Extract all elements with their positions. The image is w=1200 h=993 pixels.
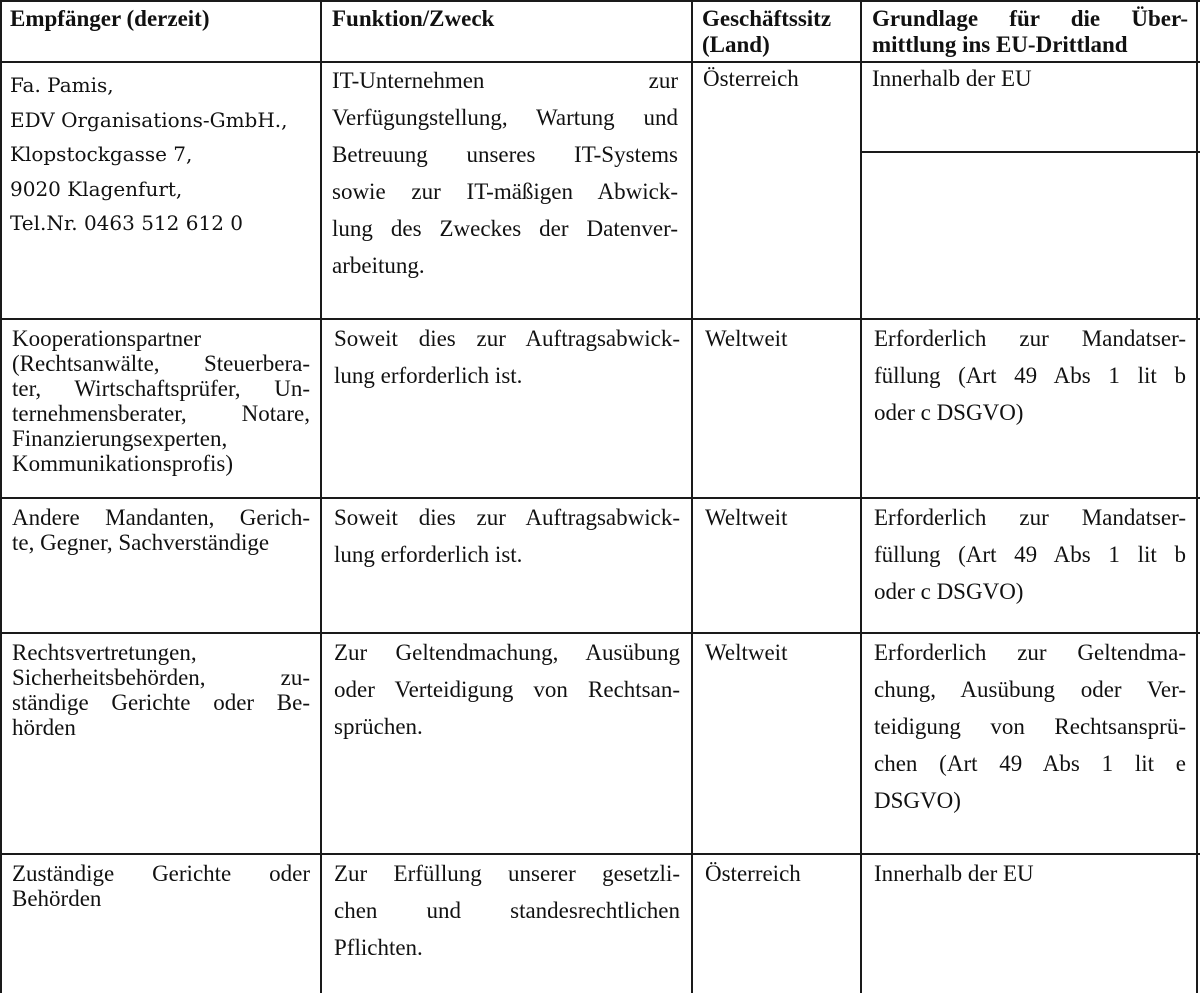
header-country-line: (Land): [702, 32, 770, 57]
col-border-1: [320, 0, 322, 993]
recipient-line: 9020 Klagenfurt,: [10, 176, 183, 201]
header-recipient: Empfänger (derzeit): [10, 6, 210, 31]
recipient-line: hörden: [12, 715, 76, 740]
row1-recipient: [10, 68, 310, 241]
col-border-right: [1196, 0, 1198, 993]
recipient-line: (Rechtsanwälte, Steuerbera-: [12, 351, 310, 376]
row3-recipient: [12, 505, 310, 555]
purpose-line: lung erforderlich ist.: [334, 542, 523, 567]
row3-basis: [874, 499, 1186, 610]
purpose-line: Soweit dies zur Auftragsabwick-: [334, 505, 680, 530]
row2-basis: [874, 320, 1186, 431]
basis-line: Erforderlich zur Geltendma-: [874, 640, 1186, 665]
row2-purpose: [334, 320, 680, 394]
basis-line: chung, Ausübung oder Ver-: [874, 677, 1186, 702]
recipient-line: Finanzierungsexperten,: [12, 426, 228, 451]
header-basis: [872, 6, 1188, 58]
basis-line: füllung (Art 49 Abs 1 lit b: [874, 542, 1186, 567]
row4-basis: [874, 634, 1186, 819]
recipient-line: Kooperationspartner: [12, 326, 202, 351]
purpose-line: IT-Unternehmen zur: [332, 68, 678, 93]
purpose-line: Zur Erfüllung unserer gesetzli-: [334, 861, 680, 886]
basis-line: Erforderlich zur Mandatser-: [874, 505, 1186, 530]
basis-line: teidigung von Rechtsansprü-: [874, 714, 1186, 739]
recipient-line: Rechtsvertretungen,: [12, 640, 197, 665]
basis-line: Innerhalb der EU: [872, 66, 1032, 91]
recipient-line: Sicherheitsbehörden, zu-: [12, 665, 310, 690]
recipient-line: ternehmensberater, Notare,: [12, 401, 310, 426]
purpose-line: Soweit dies zur Auftragsabwick-: [334, 326, 680, 351]
basis-line: Erforderlich zur Mandatser-: [874, 326, 1186, 351]
basis-line: DSGVO): [874, 788, 961, 813]
header-basis-line: mittlung ins EU-Drittland: [872, 32, 1128, 57]
col-border-2: [691, 0, 693, 993]
header-country-line: Geschäftssitz: [702, 6, 832, 31]
row4-purpose: [334, 634, 680, 745]
row4-country: Weltweit: [705, 640, 788, 665]
purpose-line: sowie zur IT-mäßigen Abwick-: [332, 179, 678, 204]
recipient-line: Andere Mandanten, Gerich-: [12, 505, 310, 530]
row1-basis-divider: [860, 151, 1200, 153]
purpose-line: sprüchen.: [334, 714, 423, 739]
header-purpose: Funktion/Zweck: [332, 6, 495, 31]
col-border-left: [0, 0, 2, 993]
basis-line: chen (Art 49 Abs 1 lit e: [874, 751, 1186, 776]
row3-country: Weltweit: [705, 505, 788, 530]
row1-purpose: [332, 62, 678, 284]
basis-line: füllung (Art 49 Abs 1 lit b: [874, 363, 1186, 388]
row3-purpose: [334, 499, 680, 573]
basis-line: oder c DSGVO): [874, 400, 1024, 425]
row4-recipient: [12, 640, 310, 740]
row5-country: Österreich: [705, 861, 801, 886]
recipient-line: Tel.Nr. 0463 512 612 0: [10, 211, 243, 235]
row2-recipient: [12, 326, 310, 476]
header-country: [702, 6, 857, 58]
row5-basis: [874, 861, 1186, 886]
recipient-line: Zuständige Gerichte oder: [12, 861, 310, 886]
recipient-line: EDV Organisations-GmbH.,: [10, 107, 288, 132]
purpose-line: Zur Geltendmachung, Ausübung: [334, 640, 680, 665]
row5-purpose: [334, 855, 680, 966]
purpose-line: lung des Zweckes der Datenver-: [332, 216, 678, 241]
purpose-line: oder Verteidigung von Rechtsan-: [334, 677, 680, 702]
recipient-line: Kommunikationsprofis): [12, 451, 234, 476]
purpose-line: lung erforderlich ist.: [334, 363, 523, 388]
row2-country: Weltweit: [705, 326, 788, 351]
recipient-line: Behörden: [12, 886, 102, 911]
purpose-line: chen und standesrechtlichen: [334, 898, 680, 923]
purpose-line: Betreuung unseres IT-Systems: [332, 142, 678, 167]
recipient-line: Klopstockgasse 7,: [10, 142, 193, 166]
purpose-line: arbeitung.: [332, 253, 425, 278]
row1-basis: [872, 66, 1188, 91]
row5-recipient: [12, 861, 310, 911]
recipient-line: Fa. Pamis,: [10, 73, 114, 97]
basis-line: Innerhalb der EU: [874, 861, 1034, 886]
row1-country: Österreich: [703, 66, 799, 91]
recipient-line: te, Gegner, Sachverständige: [12, 530, 270, 555]
header-basis-line: Grundlage für die Über-: [872, 6, 1188, 31]
recipient-line: ständige Gerichte oder Be-: [12, 690, 310, 715]
purpose-line: Pflichten.: [334, 935, 423, 960]
col-border-3: [860, 0, 862, 993]
recipient-line: ter, Wirtschaftsprüfer, Un-: [12, 376, 310, 401]
purpose-line: Verfügungstellung, Wartung und: [332, 105, 678, 130]
basis-line: oder c DSGVO): [874, 579, 1024, 604]
table-top-border: [0, 0, 1200, 2]
